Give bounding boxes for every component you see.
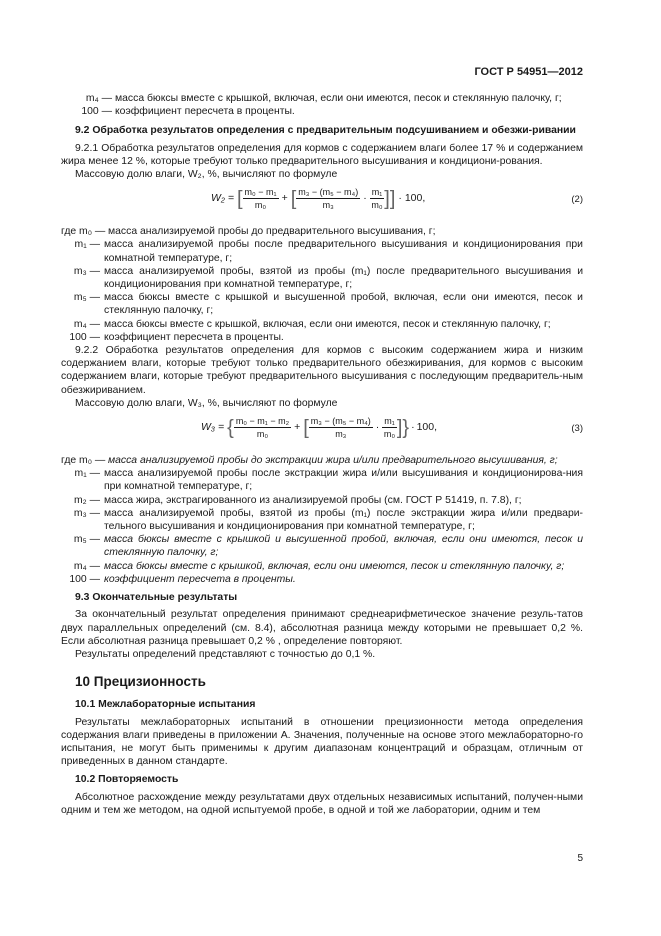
- section-9-2-heading: 9.2 Обработка результатов определения с предварительным подсушиванием и обезжи-ривании: [75, 125, 576, 137]
- definition-text: коэффициент пересчета в проценты.: [115, 106, 295, 118]
- section-10-heading: 10 Прецизионность: [75, 674, 206, 690]
- paragraph-9-3-2: Результаты определений представляют с точностью до 0,1 %.: [75, 648, 376, 660]
- w2-intro: Массовую долю влаги, W₂, %, вычисляют по формуле: [75, 169, 338, 181]
- formula-3: W₃ = { $\frac{\text{m₀ − m₁ − m₂}}{\text{m₀}}$ + [ $\frac{\text{m₃ − (m₅ − m₄)}}{\text{m₃}}$ · $\frac{\text{m₁}}{\text{m₀}}$ ]} · 100, (3): [201, 416, 583, 440]
- definitions-list-2: [61, 225, 583, 344]
- section-10-2-heading: 10.2 Повторяемость: [75, 774, 179, 786]
- formula-tail: · 100,: [398, 192, 426, 205]
- formula-fraction: $\frac{\text{m₃ − (m₅ − m₄)}}{\text{m₃}}$: [298, 187, 359, 211]
- definition-item: m₄ — масса бюксы вместе с крышкой, включая, если они имеются, песок и стеклянную палочку, г;: [73, 318, 551, 330]
- definition-item: m₅ — масса бюксы вместе с крышкой и высушенной пробой, включая, если они имеются, песок и стеклянную палочку, г;: [73, 292, 583, 317]
- formula-2: W₂ = [ $\frac{\text{m₀ − m₁}}{\text{m₀}}$ + [ $\frac{\text{m₃ − (m₅ − m₄)}}{\text{m₃}}$ · $\frac{\text{m₁}}{\text{m₀}}$ ]] · 100, (2): [211, 187, 583, 211]
- definition-item: m₃ — масса анализируемой пробы, взятой из пробы (m₁) после предварительного высушивания и кондиционирования при комнатной температуре, г;: [73, 265, 583, 291]
- section-9-3-heading: 9.3 Окончательные результаты: [75, 592, 238, 604]
- definition-item: 100 — коэффициент пересчета в проценты.: [69, 331, 284, 343]
- formula-fraction: $\frac{\text{m₃ − (m₅ − m₄)}}{\text{m₃}}$: [310, 416, 371, 440]
- page-number: 5: [577, 853, 583, 864]
- definition-text: масса бюксы вместе с крышкой, включая, если они имеются, песок и стеклянную палочку, г;: [115, 93, 562, 104]
- definition-item: m₁ — масса анализируемой пробы после экстракции жира и/или высушивания и кондиционирова-ния при комнатной температуре, г;: [74, 468, 583, 493]
- definition-item: [61, 92, 583, 105]
- main-content: [61, 92, 583, 817]
- formula-tail: 100,: [416, 420, 437, 433]
- formula-fraction: $\frac{\text{m₁}}{\text{m₀}}$: [371, 187, 383, 211]
- definition-item: m₅ — масса бюксы вместе с крышкой и высушенной пробой, включая, если они имеются, песок и стеклянную палочку, г;: [73, 534, 583, 559]
- paragraph-10-2: Абсолютное расхождение между результатами двух отдельных независимых испытаний, получен-ными одним и тем же методом, на одной испытуемой пробе, в одной и той же лаборатории, одним и тем: [61, 791, 583, 816]
- section-10-1-heading: 10.1 Межлабораторные испытания: [75, 699, 256, 711]
- paragraph-9-2-1: 9.2.1 Обработка результатов определения для кормов с содержанием влаги более 17 % и содержанием жира менее 12 %, которые требуют только предварительного высушивания и кондициони-рования.: [61, 142, 583, 167]
- paragraph-9-3-1: За окончательный результат определения принимают среднеарифметическое значение резуль-татов двух параллельных определений (см. 8.4), абсолютная разница между которыми не превышает 0,2 %. Если абсолютная разница превышает 0,2 % , определение повторяют.: [61, 609, 583, 647]
- definition-item: где m₀ — масса анализируемой пробы до экстракции жира и/или предварительного высушивания, г;: [61, 455, 558, 467]
- definition-item: где m₀ — масса анализируемой пробы до предварительного высушивания, г;: [61, 226, 436, 238]
- definition-term: 100 —: [81, 106, 112, 118]
- formula-lhs: W₂ =: [211, 192, 234, 205]
- paragraph-10-1: Результаты межлабораторных испытаний в отношении прецизионности метода определения содержания влаги приведены в приложении А. Значения, полученные на основе этого межлабораторно-го испытания, не могут быть применимы к другим диапазонам концентраций и образцам, отличным от приведенных в данном стандарте.: [61, 716, 583, 768]
- paragraph-9-2-2: 9.2.2 Обработка результатов определения для кормов с высоким содержанием жира и низким содержанием влаги, которые требуют только предварительного обезжиривания, для кормов с высоким содержанием влаги, которые требуют предварительного высушивания с последующим предваритель-ным обезжириванием.: [61, 345, 583, 396]
- definitions-list-3: [61, 454, 583, 586]
- formula-fraction: $\frac{\text{m₀ − m₁}}{\text{m₀}}$: [244, 187, 277, 211]
- definition-item: m₄ — масса бюксы вместе с крышкой, включая, если они имеются, песок и стеклянную палочку, г;: [73, 560, 565, 572]
- document-id-header: ГОСТ Р 54951—2012: [474, 66, 583, 78]
- formula-number: (3): [571, 423, 583, 435]
- definition-item: [61, 105, 583, 118]
- formula-number: (2): [571, 194, 583, 206]
- definition-item: m₃ — масса анализируемой пробы, взятой из пробы (m₁) после экстракции жира и/или предвари-тельного высушивания и кондиционирования при комнатной температуре, г;: [73, 507, 583, 533]
- definition-term: m₄ —: [85, 93, 112, 104]
- definition-item: 100 — коэффициент пересчета в проценты.: [69, 573, 296, 585]
- formula-fraction: $\frac{\text{m₀ − m₁ − m₂}}{\text{m₀}}$: [235, 416, 290, 440]
- formula-lhs: W₃ =: [201, 420, 225, 433]
- formula-fraction: $\frac{\text{m₁}}{\text{m₀}}$: [383, 416, 396, 440]
- w3-intro: Массовую долю влаги, W₃, %, вычисляют по формуле: [75, 397, 338, 409]
- definition-item: m₁ — масса анализируемой пробы после предварительного высушивания и кондиционирования при комнатной температуре, г;: [74, 239, 583, 264]
- definition-item: m₂ — масса жира, экстрагированного из анализируемой пробы (см. ГОСТ Р 51419, п. 7.8), г;: [74, 494, 522, 506]
